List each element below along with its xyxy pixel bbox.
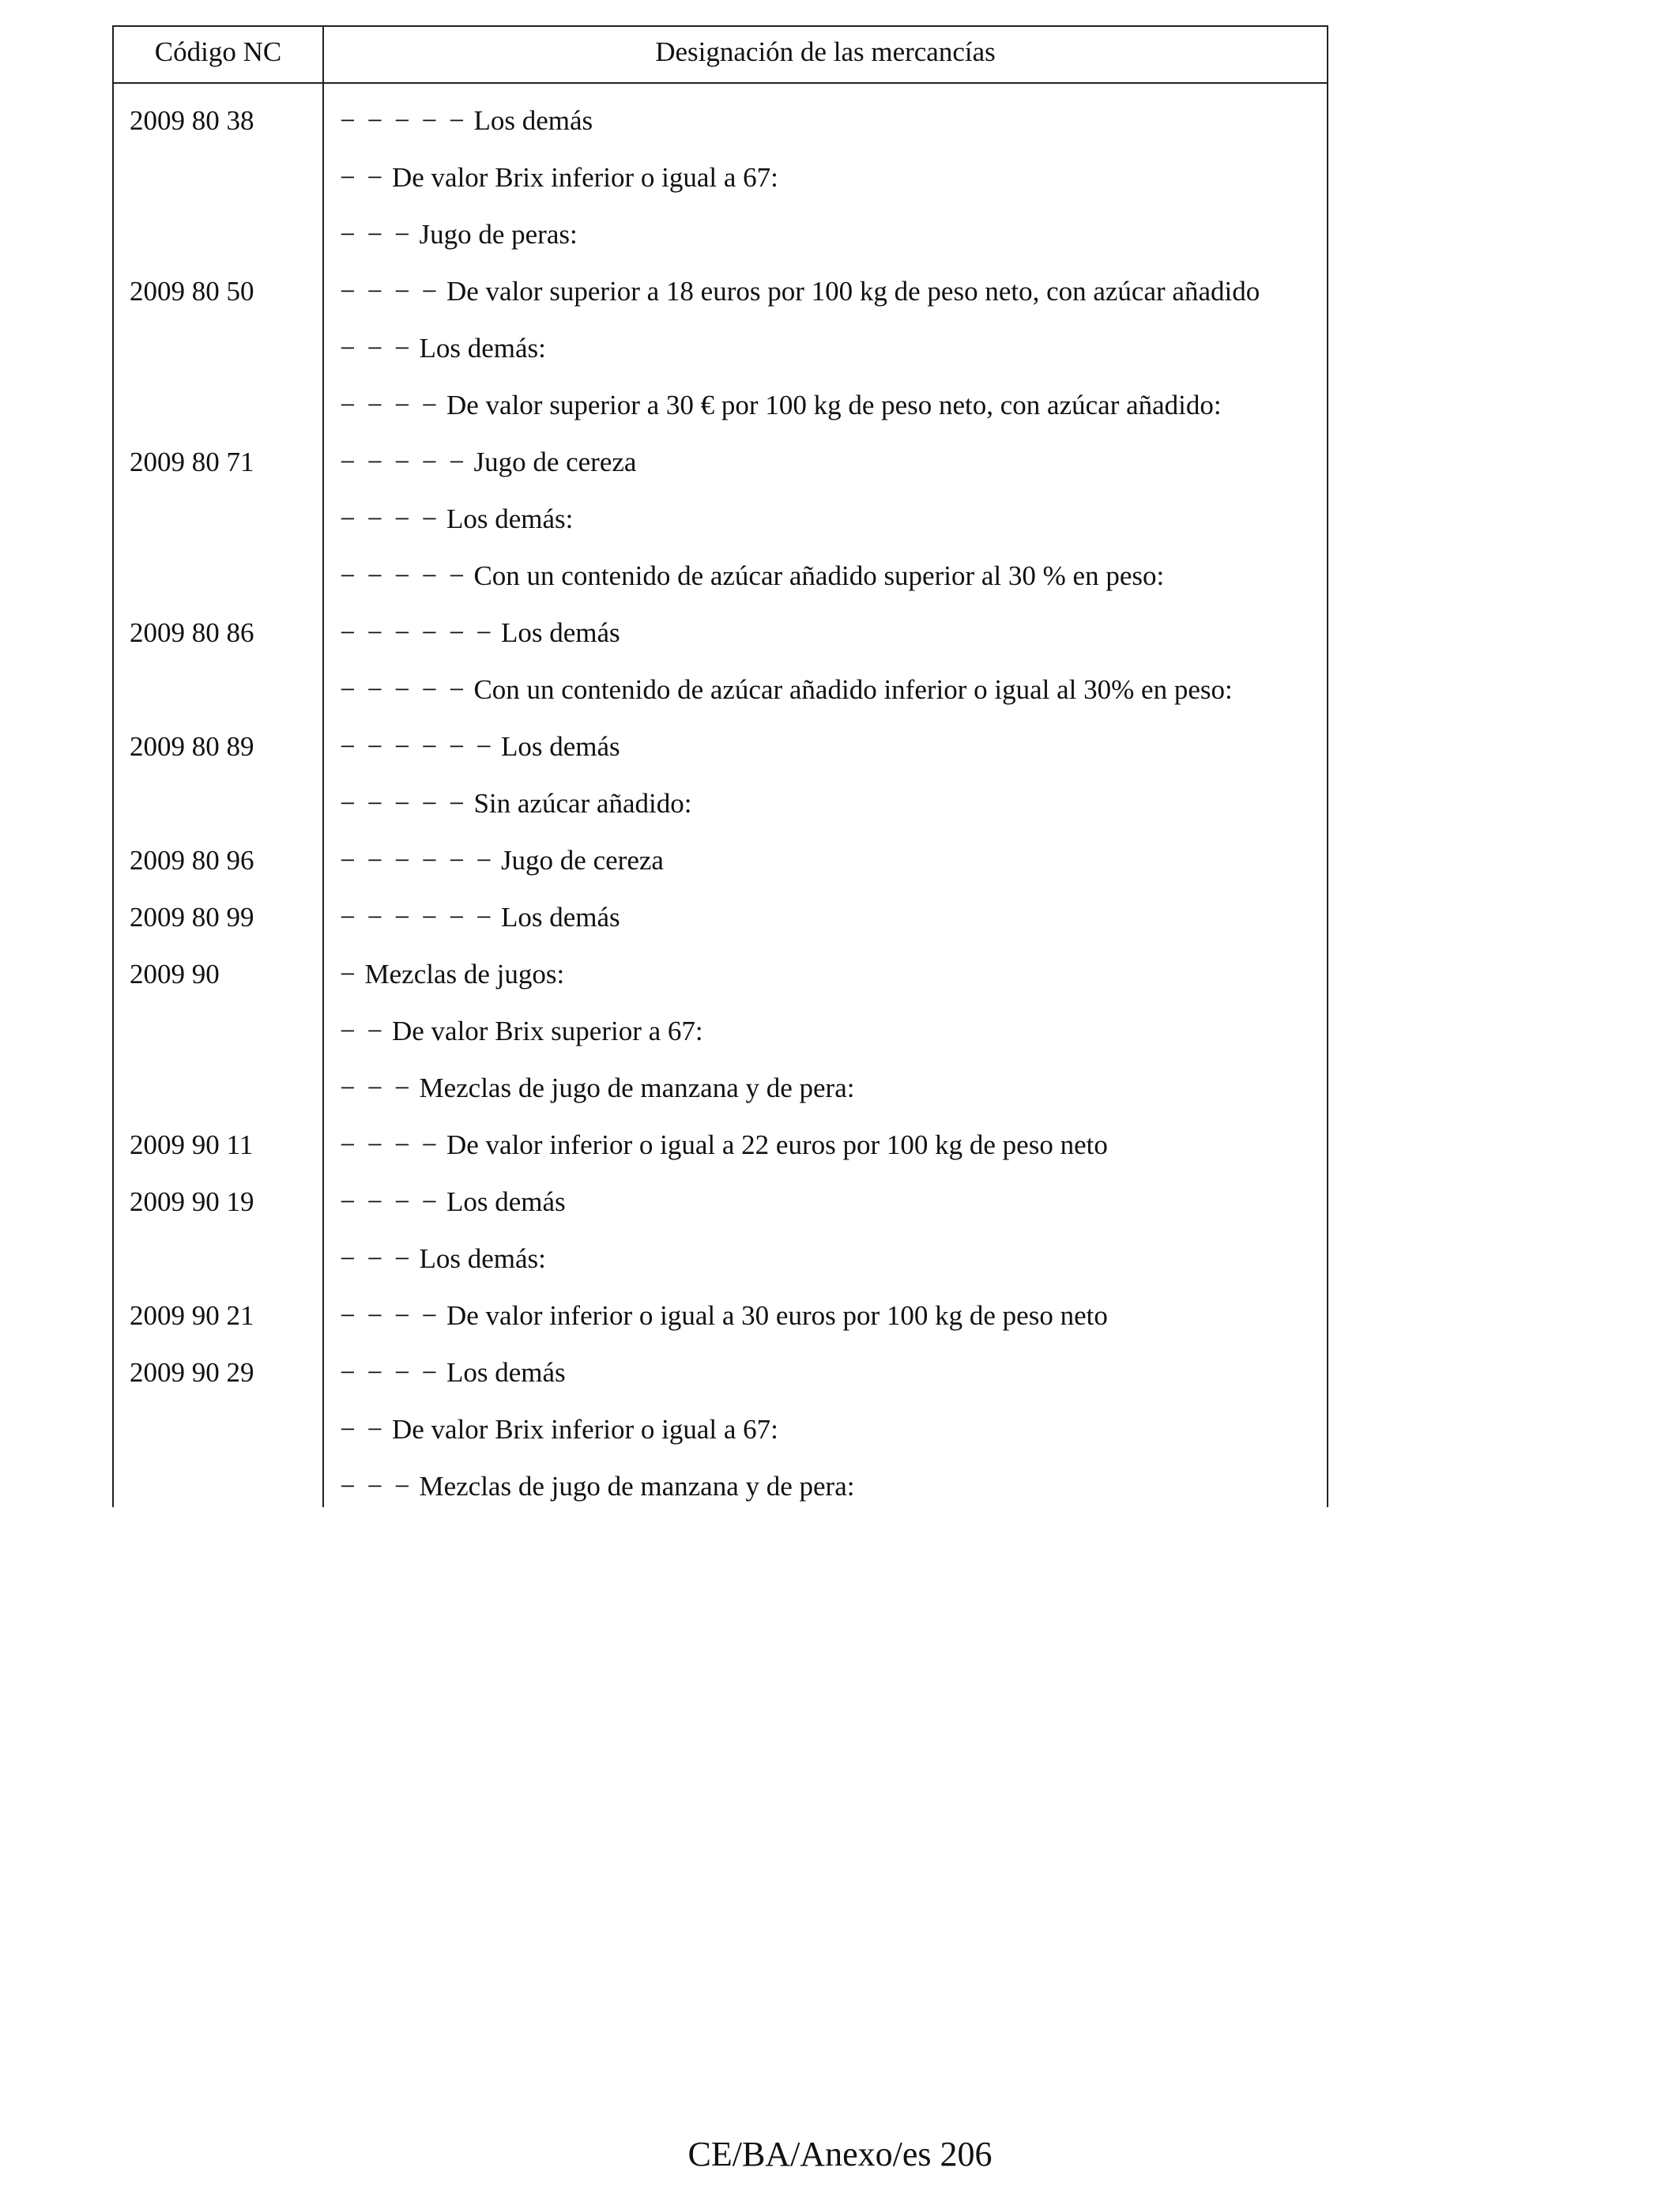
goods-description	[340, 731, 620, 791]
description-text: Los demás:	[419, 333, 546, 364]
goods-description	[340, 1016, 703, 1076]
description-text: Sin azúcar añadido:	[473, 788, 692, 819]
indent-dashes: − − − − − −	[340, 902, 495, 933]
goods-description	[340, 219, 578, 279]
goods-description	[340, 902, 620, 962]
header-description: Designación de las mercancías	[655, 36, 996, 67]
description-text: Con un contenido de azúcar añadido inferior o igual al 30% en peso:	[473, 674, 1233, 705]
table-row	[114, 1072, 1327, 1133]
table-row	[114, 1414, 1327, 1474]
goods-description	[340, 959, 565, 1019]
table-row	[114, 333, 1327, 393]
goods-description	[340, 162, 778, 222]
description-text: Los demás	[473, 105, 593, 136]
indent-dashes: − − − −	[340, 1129, 440, 1160]
goods-description	[340, 276, 1260, 336]
table-row	[114, 560, 1327, 620]
indent-dashes: − − − − − −	[340, 731, 495, 762]
table-row	[114, 390, 1327, 450]
header-code: Código NC	[154, 36, 282, 67]
nc-code: 2009 80 38	[130, 105, 254, 136]
description-text: De valor inferior o igual a 22 euros por 100 kg de peso neto	[446, 1129, 1108, 1160]
table-row	[114, 1243, 1327, 1303]
description-text: De valor inferior o igual a 30 euros por 100 kg de peso neto	[446, 1300, 1108, 1331]
description-text: Los demás	[500, 731, 620, 762]
indent-dashes: − − − −	[340, 390, 440, 420]
description-text: Jugo de peras:	[419, 219, 578, 250]
indent-dashes: − − −	[340, 1243, 412, 1274]
table-row	[114, 1357, 1327, 1417]
description-text: De valor Brix inferior o igual a 67:	[391, 1414, 778, 1445]
goods-description	[340, 1300, 1108, 1360]
nc-code: 2009 80 89	[130, 731, 254, 762]
indent-dashes: − − − − −	[340, 674, 467, 705]
description-text: Mezclas de jugos:	[364, 959, 565, 990]
indent-dashes: − − −	[340, 1471, 412, 1502]
goods-description	[340, 447, 637, 507]
indent-dashes: − −	[340, 1414, 386, 1445]
indent-dashes: − − − − − −	[340, 845, 495, 876]
indent-dashes: − − − −	[340, 276, 440, 307]
table-row	[114, 1016, 1327, 1076]
description-text: De valor superior a 18 euros por 100 kg de peso neto, con azúcar añadido	[446, 276, 1260, 307]
description-text: Los demás	[500, 902, 620, 933]
indent-dashes: − − −	[340, 219, 412, 250]
goods-description	[340, 1471, 855, 1531]
table-row	[114, 503, 1327, 564]
table-row	[114, 1186, 1327, 1246]
table-row	[114, 902, 1327, 962]
indent-dashes: − −	[340, 162, 386, 193]
table-row	[114, 845, 1327, 905]
indent-dashes: − −	[340, 1016, 386, 1046]
indent-dashes: −	[340, 959, 358, 990]
nc-code: 2009 80 86	[130, 617, 254, 648]
description-text: Jugo de cereza	[473, 447, 637, 477]
nc-code: 2009 90	[130, 959, 220, 990]
nc-code: 2009 90 21	[130, 1300, 254, 1331]
table-row	[114, 1300, 1327, 1360]
tariff-table	[112, 25, 1328, 1507]
table-row	[114, 276, 1327, 336]
goods-description	[340, 1243, 546, 1303]
nc-code: 2009 90 19	[130, 1186, 254, 1217]
indent-dashes: − − − −	[340, 503, 440, 534]
indent-dashes: − − − − −	[340, 560, 467, 591]
indent-dashes: − − −	[340, 1072, 412, 1103]
nc-code: 2009 80 96	[130, 845, 254, 876]
nc-code: 2009 80 99	[130, 902, 254, 933]
description-text: Los demás	[446, 1357, 566, 1388]
indent-dashes: − − − −	[340, 1186, 440, 1217]
nc-code: 2009 80 71	[130, 447, 254, 477]
goods-description	[340, 1414, 778, 1474]
description-text: Jugo de cereza	[500, 845, 664, 876]
description-text: Mezclas de jugo de manzana y de pera:	[419, 1471, 855, 1502]
description-text: Mezclas de jugo de manzana y de pera:	[419, 1072, 855, 1103]
nc-code: 2009 90 11	[130, 1129, 254, 1160]
indent-dashes: − − − − −	[340, 788, 467, 819]
table-row	[114, 105, 1327, 165]
description-text: De valor Brix superior a 67:	[391, 1016, 703, 1046]
table-row	[114, 219, 1327, 279]
page-reference: CE/BA/Anexo/es 206	[687, 2135, 993, 2173]
goods-description	[340, 503, 574, 564]
goods-description	[340, 845, 664, 905]
table-row	[114, 447, 1327, 507]
indent-dashes: − − − − −	[340, 105, 467, 136]
table-row	[114, 674, 1327, 734]
description-text: Los demás:	[419, 1243, 546, 1274]
goods-description	[340, 1072, 855, 1133]
table-header	[114, 27, 1327, 84]
description-text: De valor Brix inferior o igual a 67:	[391, 162, 778, 193]
indent-dashes: − − − − − −	[340, 617, 495, 648]
indent-dashes: − − − − −	[340, 447, 467, 477]
goods-description	[340, 390, 1222, 450]
goods-description	[340, 1357, 566, 1417]
description-text: Los demás	[446, 1186, 566, 1217]
table-row	[114, 1471, 1327, 1531]
table-row	[114, 959, 1327, 1019]
goods-description	[340, 560, 1165, 620]
goods-description	[340, 1186, 566, 1246]
table-row	[114, 617, 1327, 677]
goods-description	[340, 105, 593, 165]
goods-description	[340, 788, 692, 848]
goods-description	[340, 1129, 1108, 1189]
description-text: Con un contenido de azúcar añadido superior al 30 % en peso:	[473, 560, 1165, 591]
nc-code: 2009 90 29	[130, 1357, 254, 1388]
table-body	[114, 105, 1327, 1531]
indent-dashes: − − − −	[340, 1300, 440, 1331]
goods-description	[340, 333, 546, 393]
table-row	[114, 731, 1327, 791]
goods-description	[340, 674, 1233, 734]
indent-dashes: − − − −	[340, 1357, 440, 1388]
table-row	[114, 788, 1327, 848]
indent-dashes: − − −	[340, 333, 412, 364]
goods-description	[340, 617, 620, 677]
description-text: De valor superior a 30 € por 100 kg de peso neto, con azúcar añadido:	[446, 390, 1222, 420]
nc-code: 2009 80 50	[130, 276, 254, 307]
table-row	[114, 1129, 1327, 1189]
description-text: Los demás:	[446, 503, 574, 534]
description-text: Los demás	[500, 617, 620, 648]
table-row	[114, 162, 1327, 222]
